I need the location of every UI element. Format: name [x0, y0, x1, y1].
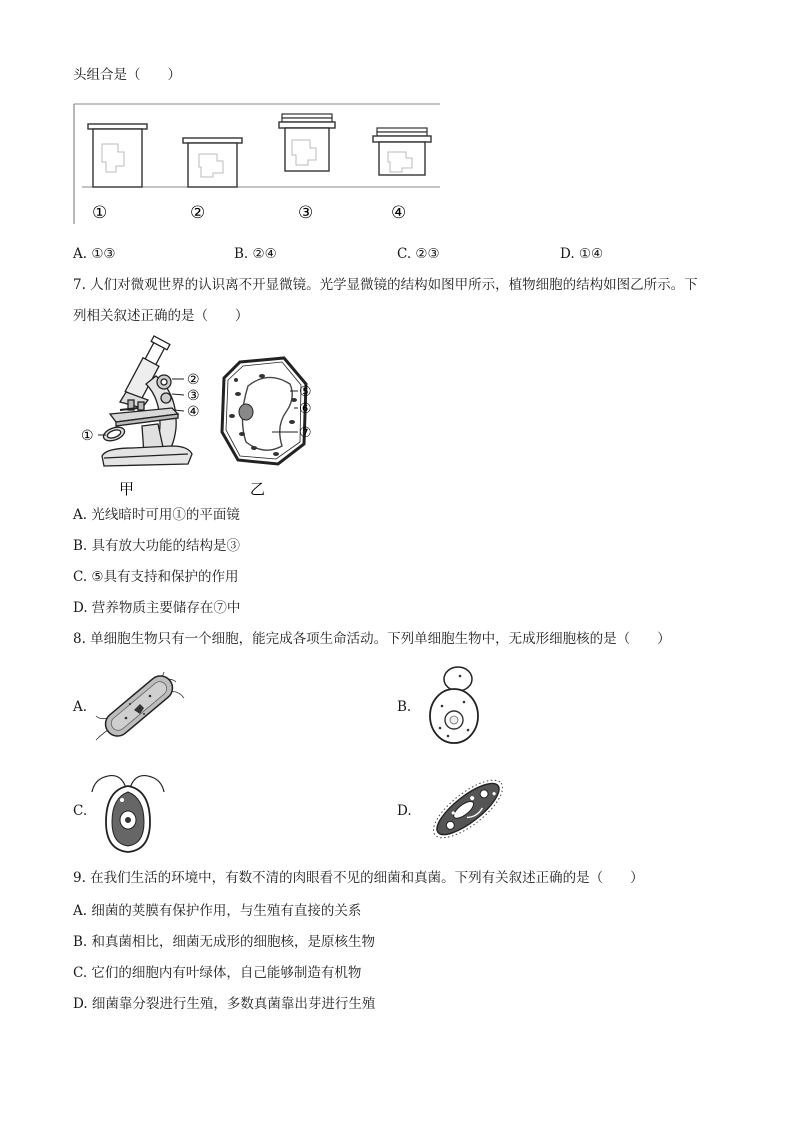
- q6-lens-figure: [70, 100, 445, 228]
- plant-cell-caption: 乙: [250, 480, 266, 498]
- q6-option-a: A. ①③: [73, 246, 116, 262]
- lens-label-4: ④: [391, 203, 407, 223]
- paramecium-icon: [425, 771, 511, 848]
- cell-label-7: ⑦: [299, 425, 312, 441]
- q8-option-b-letter: B.: [397, 699, 412, 715]
- q7-stem-line1: 7. 人们对微观世界的认识离不开显微镜。光学显微镜的结构如图甲所示，植物细胞的结构如图乙所示。下: [73, 277, 698, 293]
- q6-option-d: D. ①④: [560, 246, 604, 262]
- q9-option-c: C. 它们的细胞内有叶绿体，自己能够制造有机物: [73, 965, 362, 981]
- lens-label-1: ①: [92, 203, 108, 223]
- bacterium-icon: [96, 671, 184, 741]
- q7-option-d: D. 营养物质主要储存在⑦中: [73, 600, 241, 616]
- microscope-label-4: ④: [187, 404, 200, 420]
- microscope-label-1: ①: [81, 428, 94, 444]
- microscope-caption: 甲: [119, 480, 135, 498]
- q8-chlamydomonas-figure: [90, 768, 170, 854]
- lens-3-icon: [279, 114, 335, 171]
- q9-option-d: D. 细菌靠分裂进行生殖，多数真菌靠出芽进行生殖: [73, 996, 376, 1012]
- q8-option-d-letter: D.: [397, 803, 412, 819]
- q7-option-a: A. 光线暗时可用①的平面镜: [73, 507, 240, 523]
- q7-microscope-figure: [76, 334, 216, 499]
- plant-cell-icon: [222, 358, 306, 464]
- q7-option-b: B. 具有放大功能的结构是③: [73, 538, 241, 554]
- lens-4-icon: [373, 128, 431, 175]
- q6-option-c: C. ②③: [397, 246, 440, 262]
- chlamydomonas-icon: [92, 776, 164, 852]
- q8-option-c-letter: C.: [73, 803, 88, 819]
- q8-bacterium-figure: [94, 670, 186, 746]
- q6-option-b: B. ②④: [234, 246, 277, 262]
- lens-1-icon: [88, 124, 147, 187]
- q8-option-a-letter: A.: [73, 699, 88, 715]
- q9-option-a: A. 细菌的荚膜有保护作用，与生殖有直接的关系: [73, 903, 362, 919]
- yeast-icon: [430, 667, 478, 743]
- q7-stem-line2: 列相关叙述正确的是（ ）: [73, 308, 249, 324]
- cell-label-6: ⑥: [299, 401, 312, 417]
- lens-2-icon: [183, 138, 242, 187]
- microscope-icon: [102, 336, 192, 466]
- q8-stem: 8. 单细胞生物只有一个细胞，能完成各项生命活动。下列单细胞生物中，无成形细胞核的是（ ）: [73, 631, 671, 647]
- q8-yeast-figure: [424, 662, 484, 748]
- lens-label-2: ②: [190, 203, 206, 223]
- lens-label-3: ③: [298, 203, 314, 223]
- q7-option-c: C. ⑤具有支持和保护的作用: [73, 569, 239, 585]
- microscope-label-3: ③: [187, 388, 200, 404]
- q8-paramecium-figure: [422, 768, 514, 850]
- q7-plant-cell-figure: [218, 356, 328, 499]
- q9-stem: 9. 在我们生活的环境中，有数不清的肉眼看不见的细菌和真菌。下列有关叙述正确的是（ ）: [73, 870, 644, 886]
- q6-stem-tail: 头组合是（ ）: [73, 67, 181, 83]
- microscope-label-2: ②: [187, 372, 200, 388]
- q9-option-b: B. 和真菌相比，细菌无成形的细胞核，是原核生物: [73, 934, 376, 950]
- cell-label-5: ⑤: [299, 384, 312, 400]
